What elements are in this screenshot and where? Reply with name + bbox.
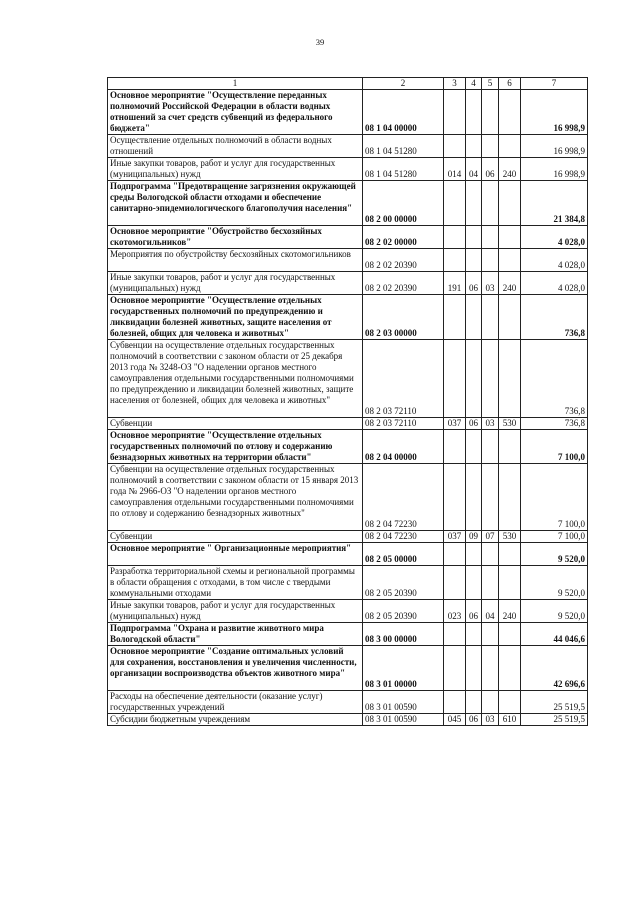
row-col-3	[444, 464, 466, 531]
row-code: 08 1 04 51280	[363, 135, 444, 158]
row-amount: 4 028,0	[521, 272, 588, 295]
row-name: Иные закупки товаров, работ и услуг для государственных (муниципальных) нужд	[108, 600, 363, 623]
row-amount: 4 028,0	[521, 249, 588, 272]
row-col-4	[466, 646, 482, 691]
row-col-4	[466, 340, 482, 418]
row-amount: 44 046,6	[521, 623, 588, 646]
column-header: 6	[499, 78, 521, 90]
row-code: 08 2 02 00000	[363, 226, 444, 249]
row-col-6	[499, 181, 521, 226]
row-name: Основное мероприятие " Организационные мероприятия"	[108, 543, 363, 566]
table-row	[108, 272, 588, 295]
row-col-3	[444, 691, 466, 714]
row-amount: 9 520,0	[521, 543, 588, 566]
row-col-3	[444, 295, 466, 340]
row-col-5: 03	[482, 714, 499, 726]
row-col-6: 530	[499, 531, 521, 543]
budget-table	[107, 77, 588, 726]
row-amount: 25 519,5	[521, 691, 588, 714]
column-header: 2	[363, 78, 444, 90]
table-row	[108, 531, 588, 543]
row-col-6	[499, 340, 521, 418]
row-col-3: 037	[444, 418, 466, 430]
row-amount: 42 696,6	[521, 646, 588, 691]
row-col-6	[499, 691, 521, 714]
row-col-3	[444, 249, 466, 272]
row-col-4	[466, 90, 482, 135]
row-col-6	[499, 566, 521, 600]
table-row	[108, 646, 588, 691]
row-col-4	[466, 135, 482, 158]
row-col-4	[466, 464, 482, 531]
table-row	[108, 691, 588, 714]
row-name: Разработка территориальной схемы и региональной программы в области обращения с отходами, в том числе с твердыми коммунальными отходами	[108, 566, 363, 600]
row-col-6	[499, 295, 521, 340]
row-col-5	[482, 646, 499, 691]
row-name: Субсидии бюджетным учреждениям	[108, 714, 363, 726]
table-row	[108, 430, 588, 464]
row-name: Субвенции на осуществление отдельных государственных полномочий в соответствии с законом области от 25 декабря 2013 года № 3248-ОЗ "О наделении органов местного самоуправления отдельными государственными полномочиями по предупреждению и ликвидации болезней животных, защите населения от болезней, общих для человека и животных"	[108, 340, 363, 418]
row-amount: 736,8	[521, 295, 588, 340]
table-header-row	[108, 78, 588, 90]
row-col-6	[499, 543, 521, 566]
row-code: 08 2 04 00000	[363, 430, 444, 464]
row-code: 08 2 05 20390	[363, 600, 444, 623]
column-header: 7	[521, 78, 588, 90]
row-col-6: 530	[499, 418, 521, 430]
row-amount: 9 520,0	[521, 600, 588, 623]
row-code: 08 3 00 00000	[363, 623, 444, 646]
row-code: 08 2 05 20390	[363, 566, 444, 600]
row-code: 08 3 01 00000	[363, 646, 444, 691]
row-col-5	[482, 430, 499, 464]
row-col-5: 03	[482, 418, 499, 430]
page-number: 39	[315, 37, 325, 47]
row-name: Основное мероприятие "Осуществление переданных полномочий Российской Федерации в области водных отношений за счет средств субвенций из федерального бюджета"	[108, 90, 363, 135]
table-row	[108, 249, 588, 272]
table-row	[108, 181, 588, 226]
row-col-4	[466, 543, 482, 566]
row-col-5	[482, 226, 499, 249]
column-header: 5	[482, 78, 499, 90]
row-col-5	[482, 295, 499, 340]
row-name: Подпрограмма "Предотвращение загрязнения окружающей среды Вологодской области отходами и обеспечение санитарно-эпидемиологического благополучия населения"	[108, 181, 363, 226]
row-code: 08 2 04 72230	[363, 531, 444, 543]
row-name: Иные закупки товаров, работ и услуг для государственных (муниципальных) нужд	[108, 158, 363, 181]
row-col-3	[444, 430, 466, 464]
row-name: Мероприятия по обустройству бесхозяйных скотомогильников	[108, 249, 363, 272]
row-col-5: 06	[482, 158, 499, 181]
row-code: 08 2 00 00000	[363, 181, 444, 226]
row-amount: 21 384,8	[521, 181, 588, 226]
row-amount: 7 100,0	[521, 464, 588, 531]
row-name: Расходы на обеспечение деятельности (оказание услуг) государственных учреждений	[108, 691, 363, 714]
row-col-5	[482, 691, 499, 714]
row-amount: 7 100,0	[521, 531, 588, 543]
row-col-5: 04	[482, 600, 499, 623]
row-code: 08 2 05 00000	[363, 543, 444, 566]
row-amount: 736,8	[521, 340, 588, 418]
row-amount: 16 998,9	[521, 135, 588, 158]
table-row	[108, 714, 588, 726]
table-row	[108, 226, 588, 249]
row-col-5	[482, 566, 499, 600]
row-col-6: 240	[499, 272, 521, 295]
row-code: 08 2 04 72230	[363, 464, 444, 531]
row-name: Субвенции	[108, 531, 363, 543]
row-col-5: 07	[482, 531, 499, 543]
row-amount: 4 028,0	[521, 226, 588, 249]
row-code: 08 3 01 00590	[363, 714, 444, 726]
table-row	[108, 340, 588, 418]
row-col-3: 191	[444, 272, 466, 295]
row-col-3: 037	[444, 531, 466, 543]
row-name: Основное мероприятие "Создание оптимальных условий для сохранения, восстановления и увеличения численности, организации воспроизводства объектов животного мира"	[108, 646, 363, 691]
row-col-6	[499, 464, 521, 531]
row-col-4: 06	[466, 600, 482, 623]
row-col-3: 023	[444, 600, 466, 623]
row-col-4: 06	[466, 272, 482, 295]
row-name: Основное мероприятие "Осуществление отдельных государственных полномочий по отлову и содержанию безнадзорных животных на территории области"	[108, 430, 363, 464]
row-col-4	[466, 623, 482, 646]
row-col-5	[482, 90, 499, 135]
table-row	[108, 623, 588, 646]
row-code: 08 2 02 20390	[363, 272, 444, 295]
row-col-6	[499, 623, 521, 646]
table-row	[108, 543, 588, 566]
row-col-3	[444, 566, 466, 600]
row-col-6: 240	[499, 600, 521, 623]
row-col-6	[499, 226, 521, 249]
row-col-6	[499, 646, 521, 691]
row-col-3	[444, 90, 466, 135]
row-col-5	[482, 464, 499, 531]
row-name: Основное мероприятие "Обустройство бесхозяйных скотомогильников"	[108, 226, 363, 249]
row-col-5	[482, 340, 499, 418]
table-row	[108, 90, 588, 135]
row-col-4	[466, 181, 482, 226]
row-col-4	[466, 295, 482, 340]
row-col-3	[444, 646, 466, 691]
row-col-4: 06	[466, 714, 482, 726]
row-col-6	[499, 249, 521, 272]
row-col-4	[466, 566, 482, 600]
row-col-4	[466, 249, 482, 272]
table-row	[108, 135, 588, 158]
column-header: 4	[466, 78, 482, 90]
row-col-3: 014	[444, 158, 466, 181]
row-col-4: 04	[466, 158, 482, 181]
row-code: 08 2 03 72110	[363, 340, 444, 418]
table-row	[108, 566, 588, 600]
row-name: Субвенции	[108, 418, 363, 430]
row-name: Основное мероприятие "Осуществление отдельных государственных полномочий по предупреждению и ликвидации болезней животных, защите населения от болезней, общих для человека и животных"	[108, 295, 363, 340]
row-amount: 9 520,0	[521, 566, 588, 600]
row-col-4	[466, 691, 482, 714]
row-amount: 16 998,9	[521, 90, 588, 135]
row-code: 08 2 03 00000	[363, 295, 444, 340]
row-col-6	[499, 135, 521, 158]
row-code: 08 1 04 51280	[363, 158, 444, 181]
row-col-3	[444, 135, 466, 158]
row-col-3	[444, 340, 466, 418]
row-col-5	[482, 543, 499, 566]
row-col-6	[499, 430, 521, 464]
row-col-3	[444, 543, 466, 566]
row-name: Иные закупки товаров, работ и услуг для государственных (муниципальных) нужд	[108, 272, 363, 295]
row-amount: 736,8	[521, 418, 588, 430]
row-col-4	[466, 430, 482, 464]
row-col-4: 09	[466, 531, 482, 543]
row-code: 08 3 01 00590	[363, 691, 444, 714]
column-header: 1	[108, 78, 363, 90]
row-code: 08 1 04 00000	[363, 90, 444, 135]
row-amount: 16 998,9	[521, 158, 588, 181]
table-row	[108, 418, 588, 430]
table-row	[108, 464, 588, 531]
row-amount: 7 100,0	[521, 430, 588, 464]
row-col-3	[444, 181, 466, 226]
row-col-6: 240	[499, 158, 521, 181]
row-name: Осуществление отдельных полномочий в области водных отношений	[108, 135, 363, 158]
row-col-6: 610	[499, 714, 521, 726]
row-amount: 25 519,5	[521, 714, 588, 726]
row-name: Подпрограмма "Охрана и развитие животного мира Вологодской области"	[108, 623, 363, 646]
row-col-5	[482, 135, 499, 158]
row-col-5: 03	[482, 272, 499, 295]
row-col-4	[466, 226, 482, 249]
table-row	[108, 295, 588, 340]
row-col-5	[482, 181, 499, 226]
table-row	[108, 158, 588, 181]
row-col-5	[482, 623, 499, 646]
row-code: 08 2 03 72110	[363, 418, 444, 430]
table-row	[108, 600, 588, 623]
row-col-5	[482, 249, 499, 272]
row-name: Субвенции на осуществление отдельных государственных полномочий в соответствии с законом области от 15 января 2013 года № 2966-ОЗ "О наделении органов местного самоуправления отдельными государственными полномочиями по отлову и содержанию безнадзорных животных"	[108, 464, 363, 531]
row-col-6	[499, 90, 521, 135]
row-col-3	[444, 623, 466, 646]
row-code: 08 2 02 20390	[363, 249, 444, 272]
row-col-3: 045	[444, 714, 466, 726]
row-col-3	[444, 226, 466, 249]
row-col-4: 06	[466, 418, 482, 430]
column-header: 3	[444, 78, 466, 90]
